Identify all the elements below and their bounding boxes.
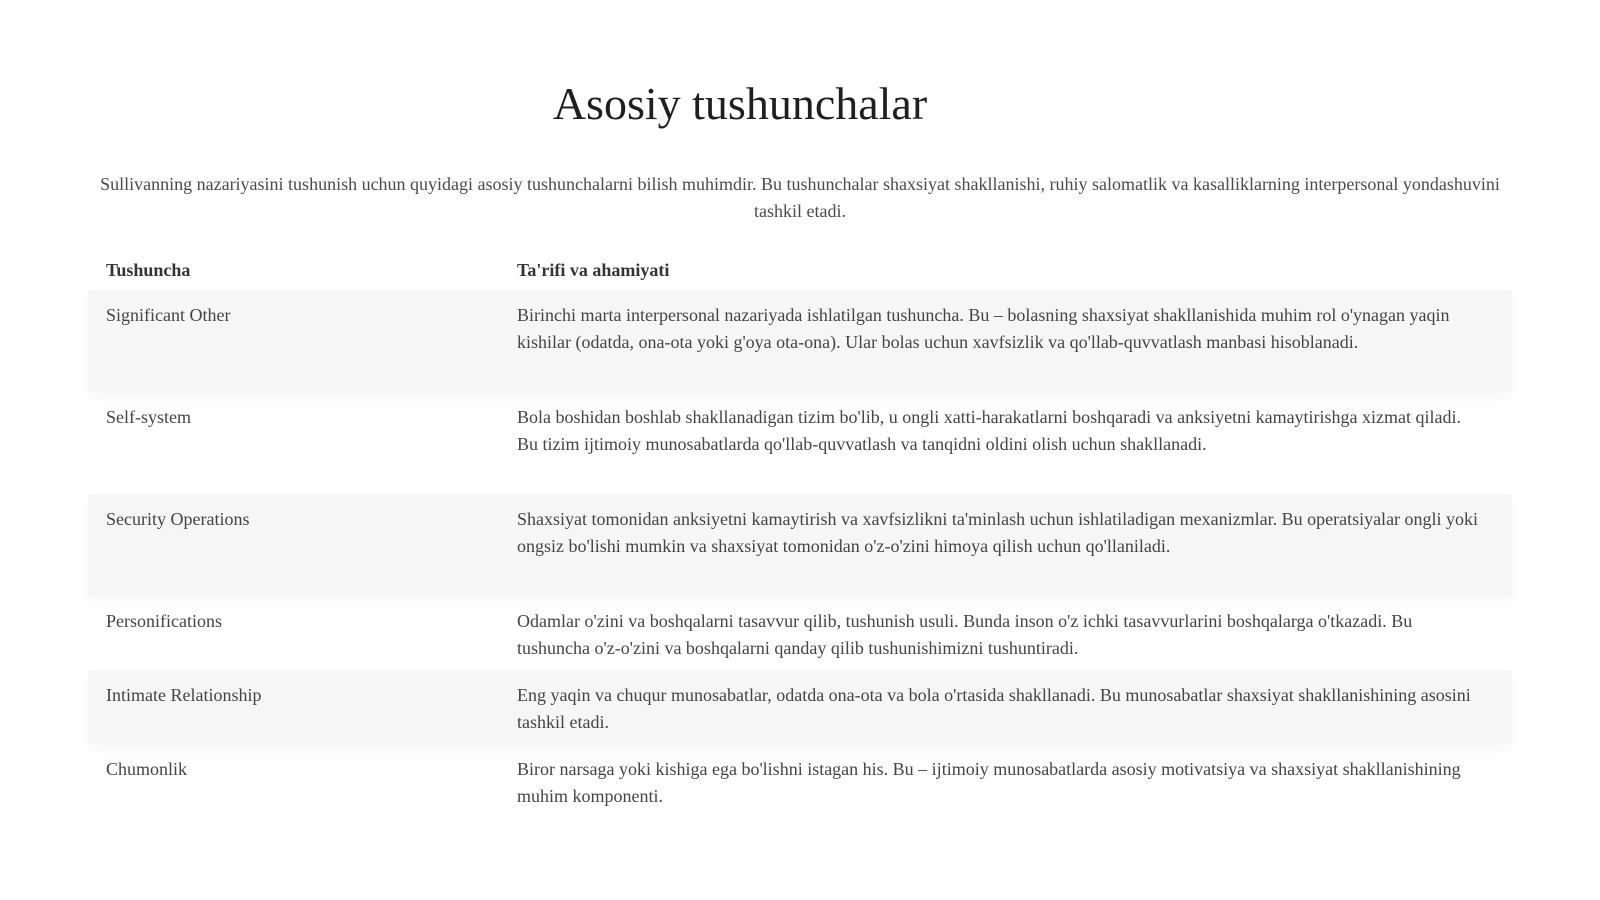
table-row [88,290,1512,392]
term-cell: Significant Other [106,305,231,325]
table-row [88,744,1512,824]
term-cell: Personifications [106,611,222,631]
term-cell: Security Operations [106,509,250,529]
table-row [88,494,1512,596]
concepts-table [88,250,1512,824]
definition-cell: Odamlar o'zini va boshqalarni tasavvur qilib, tushunish usuli. Bunda inson o'z ichki tasavvurlarini boshqalarga o'tkazadi. Bu tushuncha o'z-o'zini va boshqalarni qanday qilib tushunishimizni tushuntiradi. [517,611,1413,658]
header-definition: Ta'rifi va ahamiyati [517,260,670,280]
table-row [88,596,1512,670]
intro-paragraph: Sullivanning nazariyasini tushunish uchun quyidagi asosiy tushunchalarni bilish muhimdir. Bu tushunchalar shaxsiyat shakllanishi, ruhiy salomatlik va kasalliklarning interpersonal yondashuvini tashkil etadi. [100,174,1500,221]
definition-cell: Bola boshidan boshlab shakllanadigan tizim bo'lib, u ongli xatti-harakatlarni boshqaradi va anksiyetni kamaytirishga xizmat qiladi. Bu tizim ijtimoiy munosabatlarda qo'llab-quvvatlash va tanqidni oldini olish uchun shakllanadi. [517,407,1462,454]
term-cell: Self-system [106,407,191,427]
slide-title: Asosiy tushunchalar [552,78,928,129]
table-row [88,670,1512,744]
table-row [88,392,1512,494]
term-cell: Intimate Relationship [106,685,262,705]
table-header-row [88,250,1512,290]
header-term: Tushuncha [106,260,191,280]
definition-cell: Biror narsaga yoki kishiga ega bo'lishni istagan his. Bu – ijtimoiy munosabatlarda asosiy motivatsiya va shaxsiyat shakllanishining muhim komponenti. [517,759,1461,806]
definition-cell: Birinchi marta interpersonal nazariyada ishlatilgan tushuncha. Bu – bolasning shaxsiyat shakllanishida muhim rol o'ynagan yaqin kishilar (odatda, ona-ota yoki g'oya ota-ona). Ular bolas uchun xavfsizlik va qo'llab-quvvatlash manbasi hisoblanadi. [517,305,1450,352]
term-cell: Chumonlik [106,759,188,779]
definition-cell: Shaxsiyat tomonidan anksiyetni kamaytirish va xavfsizlikni ta'minlash uchun ishlatiladigan mexanizmlar. Bu operatsiyalar ongli yoki ongsiz bo'lishi mumkin va shaxsiyat tomonidan o'z-o'zini himoya qilish uchun qo'llaniladi. [517,509,1479,556]
definition-cell: Eng yaqin va chuqur munosabatlar, odatda ona-ota va bola o'rtasida shakllanadi. Bu munosabatlar shaxsiyat shakllanishining asosini tashkil etadi. [517,685,1471,732]
